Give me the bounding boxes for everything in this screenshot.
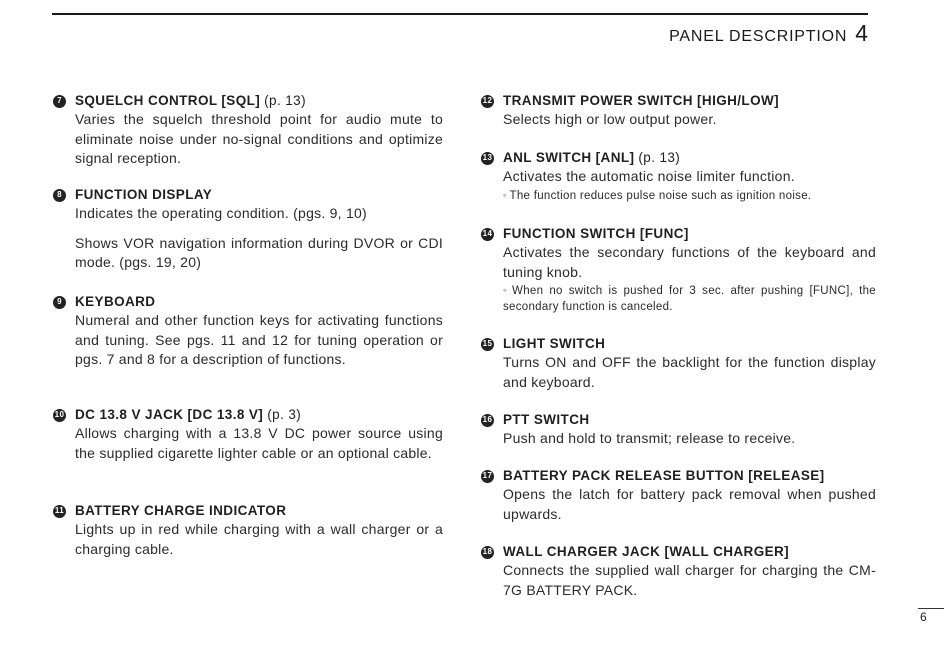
item-number-badge: 14 xyxy=(481,228,494,241)
section-title: PANEL DESCRIPTION xyxy=(669,28,848,45)
page-number: 6 xyxy=(920,610,927,624)
item-description: Numeral and other function keys for activating functions and tuning. See pgs. 11 and 12 for tuning operation or pgs. 7 and 8 for a description of functions. xyxy=(75,312,443,367)
item-wall-charger-jack xyxy=(481,543,876,600)
item-number-badge: 11 xyxy=(53,505,66,518)
bullet-icon: ◦ xyxy=(503,285,510,295)
top-rule xyxy=(52,13,868,15)
item-anl-switch xyxy=(481,149,876,204)
item-title: PTT SWITCH xyxy=(503,412,590,427)
item-number-badge: 18 xyxy=(481,546,494,559)
item-description: Activates the automatic noise limiter function. xyxy=(503,168,795,184)
item-page-ref: (p. 13) xyxy=(638,150,681,165)
item-number-badge: 12 xyxy=(481,95,494,108)
item-title: FUNCTION SWITCH [FUNC] xyxy=(503,226,689,241)
page-header xyxy=(669,20,868,47)
item-number-badge: 16 xyxy=(481,414,494,427)
item-note xyxy=(503,282,876,315)
item-page-ref: (p. 3) xyxy=(267,407,302,422)
item-note xyxy=(503,187,876,204)
bullet-icon: ◦ xyxy=(503,189,507,200)
page-number-rule xyxy=(918,608,944,609)
item-battery-pack-release xyxy=(481,467,876,524)
item-light-switch xyxy=(481,335,876,392)
item-number-badge: 15 xyxy=(481,338,494,351)
item-squelch-control xyxy=(53,92,443,169)
item-title: DC 13.8 V JACK [DC 13.8 V] xyxy=(75,407,264,422)
item-transmit-power-switch xyxy=(481,92,876,130)
item-title: LIGHT SWITCH xyxy=(503,336,606,351)
item-title: ANL SWITCH [ANL] xyxy=(503,150,635,165)
item-description: Turns ON and OFF the backlight for the function display and keyboard. xyxy=(503,354,876,390)
note-text: The function reduces pulse noise such as ignition noise. xyxy=(509,189,812,202)
item-description: Shows VOR navigation information during DVOR or CDI mode. (pgs. 19, 20) xyxy=(75,234,443,270)
item-title: SQUELCH CONTROL [SQL] xyxy=(75,93,261,108)
item-title: BATTERY CHARGE INDICATOR xyxy=(75,503,287,518)
item-ptt-switch xyxy=(481,411,876,449)
item-number-badge: 8 xyxy=(53,189,66,202)
item-description: Indicates the operating condition. (pgs. 9, 10) xyxy=(75,205,367,221)
item-title: KEYBOARD xyxy=(75,294,156,309)
item-description: Connects the supplied wall charger for charging the CM-7G BATTERY PACK. xyxy=(503,562,876,598)
item-description: Opens the latch for battery pack removal when pushed upwards. xyxy=(503,486,876,522)
item-description: Allows charging with a 13.8 V DC power source using the supplied cigarette lighter cable or an optional cable. xyxy=(75,425,443,461)
item-description: Varies the squelch threshold point for audio mute to eliminate noise under no-signal conditions and optimize signal reception. xyxy=(75,111,443,166)
item-number-badge: 17 xyxy=(481,470,494,483)
note-text: When no switch is pushed for 3 sec. after pushing [FUNC], the secondary function is canceled. xyxy=(503,285,876,313)
item-battery-charge-indicator xyxy=(53,502,443,559)
item-title: WALL CHARGER JACK [WALL CHARGER] xyxy=(503,544,790,559)
item-keyboard xyxy=(53,293,443,370)
item-number-badge: 9 xyxy=(53,296,66,309)
item-title: TRANSMIT POWER SWITCH [HIGH/LOW] xyxy=(503,93,780,108)
item-title: BATTERY PACK RELEASE BUTTON [RELEASE] xyxy=(503,468,825,483)
section-number: 4 xyxy=(855,20,868,46)
item-function-switch xyxy=(481,225,876,315)
item-number-badge: 10 xyxy=(53,409,66,422)
item-number-badge: 13 xyxy=(481,152,494,165)
item-description: Selects high or low output power. xyxy=(503,111,717,127)
item-page-ref: (p. 13) xyxy=(264,93,306,108)
item-dc-jack xyxy=(53,406,443,463)
item-description: Push and hold to transmit; release to receive. xyxy=(503,430,796,446)
item-number-badge: 7 xyxy=(53,95,66,108)
item-description: Activates the secondary functions of the keyboard and tuning knob. xyxy=(503,244,876,280)
item-function-display xyxy=(53,186,443,273)
item-description: Lights up in red while charging with a wall charger or a charging cable. xyxy=(75,521,443,557)
item-title: FUNCTION DISPLAY xyxy=(75,187,213,202)
